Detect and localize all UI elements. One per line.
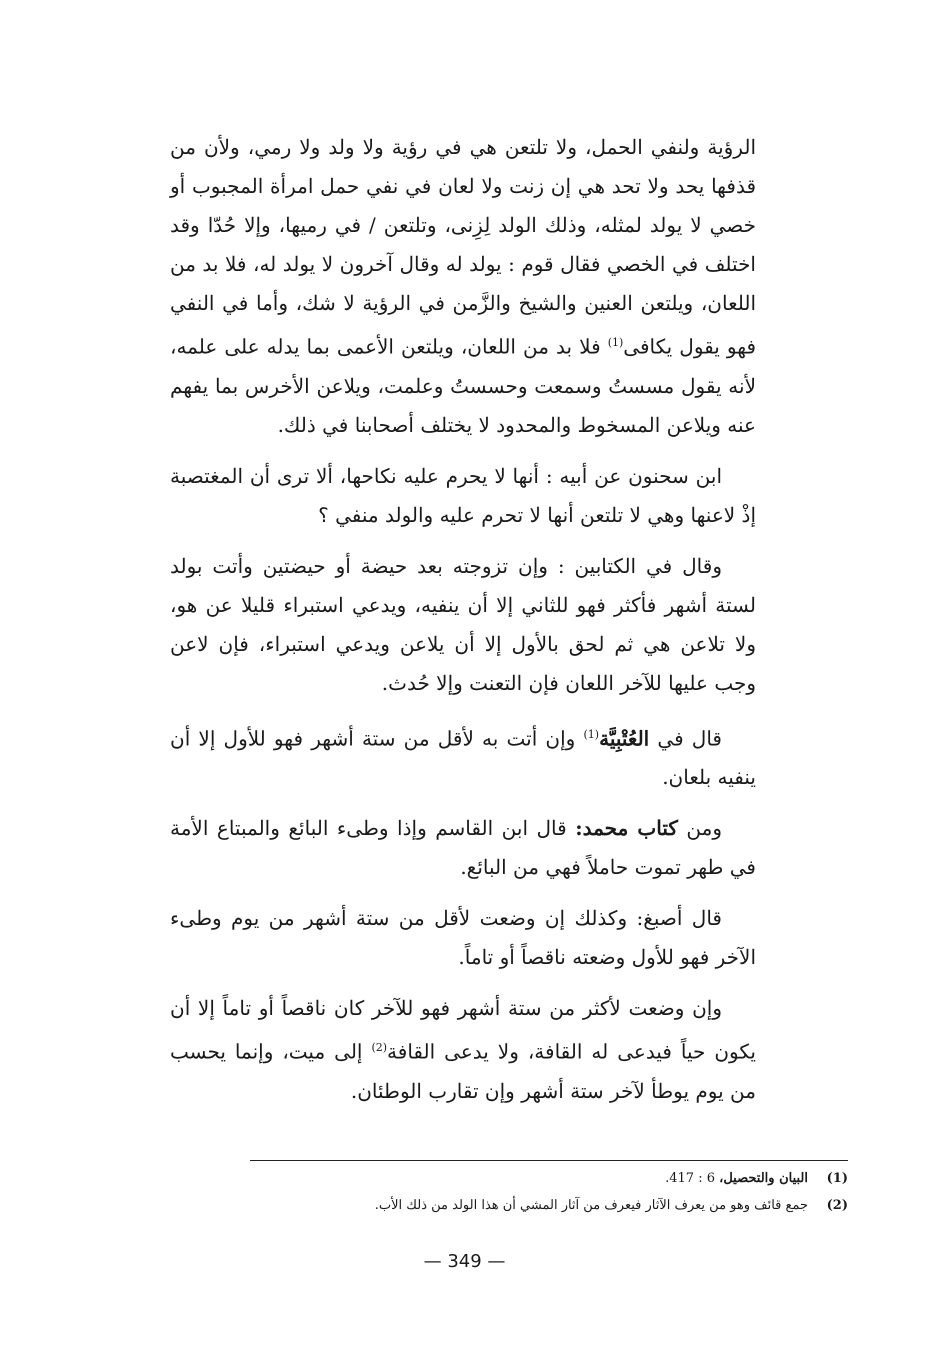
paragraph-text: وإن وضعت لأكثر من ستة أشهر فهو للآخر كان ناقصاً أو تاماً إلا أن يكون حياً فيدعى له القافة، ولا يدعى القافة [170, 996, 756, 1064]
footnote-ref: (2) [371, 1041, 388, 1055]
paragraph-text: الرؤية ولنفي الحمل، ولا تلتعن هي في رؤية ولا ولد ولا رمي، ولأن من قذفها يحد ولا تحد هي إن زنت ولا لعان في نفي حمل امرأة المجبوب أو خصي لا يولد لمثله، وذلك الولد لِزِنى، وتلتعن / في رميها، وإلا حُدّا وقد اختلف في الخصي فقال قوم : يولد له وقال آخرون لا يولد له، فلا بد من اللعان، ويلتعن العنين والشيخ والزَّمن في الرؤية لا شك، وأما في النفي فهو يقول يكافى [170, 135, 756, 359]
footnote-ref: (1) [583, 727, 600, 741]
paragraph-text: إلى ميت، وإنما يحسب من يوم يوطأ لآخر ستة أشهر وإن تقارب الوطئان. [170, 1039, 756, 1103]
footnote-ref: (1) [607, 336, 624, 349]
paragraph-1 [170, 128, 756, 445]
footnote-2 [250, 1192, 848, 1219]
paragraph-text: فلا بد من اللعان، ويلتعن الأعمى بما يدله على علمه، لأنه يقول مسستُ وسمعت وحسستُ وعلمت، ويلاعن الأخرس بما يفهم عنه ويلاعن المسخوط والمحدود لا يختلف أصحابنا في ذلك. [170, 334, 756, 437]
footnote-text: 6 : 417. [665, 1171, 720, 1186]
footnote-text: جمع قائف وهو من يعرف الآثار فيعرف من آثار المشي أن هذا الولد من ذلك الأب. [374, 1198, 808, 1213]
paragraph-5 [170, 809, 756, 887]
main-text [170, 128, 756, 1111]
page-number: — 349 — [423, 1251, 506, 1272]
paragraph-4 [170, 715, 756, 798]
paragraph-3: وقال في الكتابين : وإن تزوجته بعد حيضة أو حيضتين وأتت بولد لستة أشهر فأكثر فهو للثاني إلا أن ينفيه، ويدعي استبراء قليلا عن هو، ولا تلاعن هي ثم لحق بالأول إلا أن يلاعن ويدعي استبراء، فإن لاعن وجب عليها للآخر اللعان فإن التعنت وإلا حُدث. [170, 553, 756, 695]
footnote-source: البيان والتحصيل، [719, 1171, 808, 1186]
paragraph-text: وإن أتت به لأقل من ستة أشهر فهو للأول إلا أن ينفيه بلعان. [170, 726, 756, 790]
book-title: العُتْبِيَّة [599, 726, 650, 751]
paragraph-text: قال في [649, 726, 722, 751]
paragraph-7 [170, 989, 756, 1111]
book-title: كتاب محمد: [575, 816, 678, 841]
footnote-1 [250, 1165, 848, 1192]
footnote-number: (1) [826, 1171, 848, 1186]
paragraph-text: قال ابن القاسم وإذا وطىء البائع والمبتاع الأمة في طهر تموت حاملاً فهي من البائع. [170, 816, 756, 880]
paragraph-2: ابن سحنون عن أبيه : أنها لا يحرم عليه نكاحها، ألا ترى أن المغتصبة إذْ لاعنها وهي لا تلتعن أنها لا تحرم عليه والولد منفي ؟ [170, 463, 756, 527]
footnotes [250, 1160, 848, 1219]
footnote-number: (2) [826, 1198, 848, 1213]
paragraph-text: ومن [677, 816, 723, 841]
paragraph-6: قال أصبغ: وكذلك إن وضعت لأقل من ستة أشهر من يوم وطىء الآخر فهو للأول وضعته ناقصاً أو تاماً. [170, 906, 756, 970]
